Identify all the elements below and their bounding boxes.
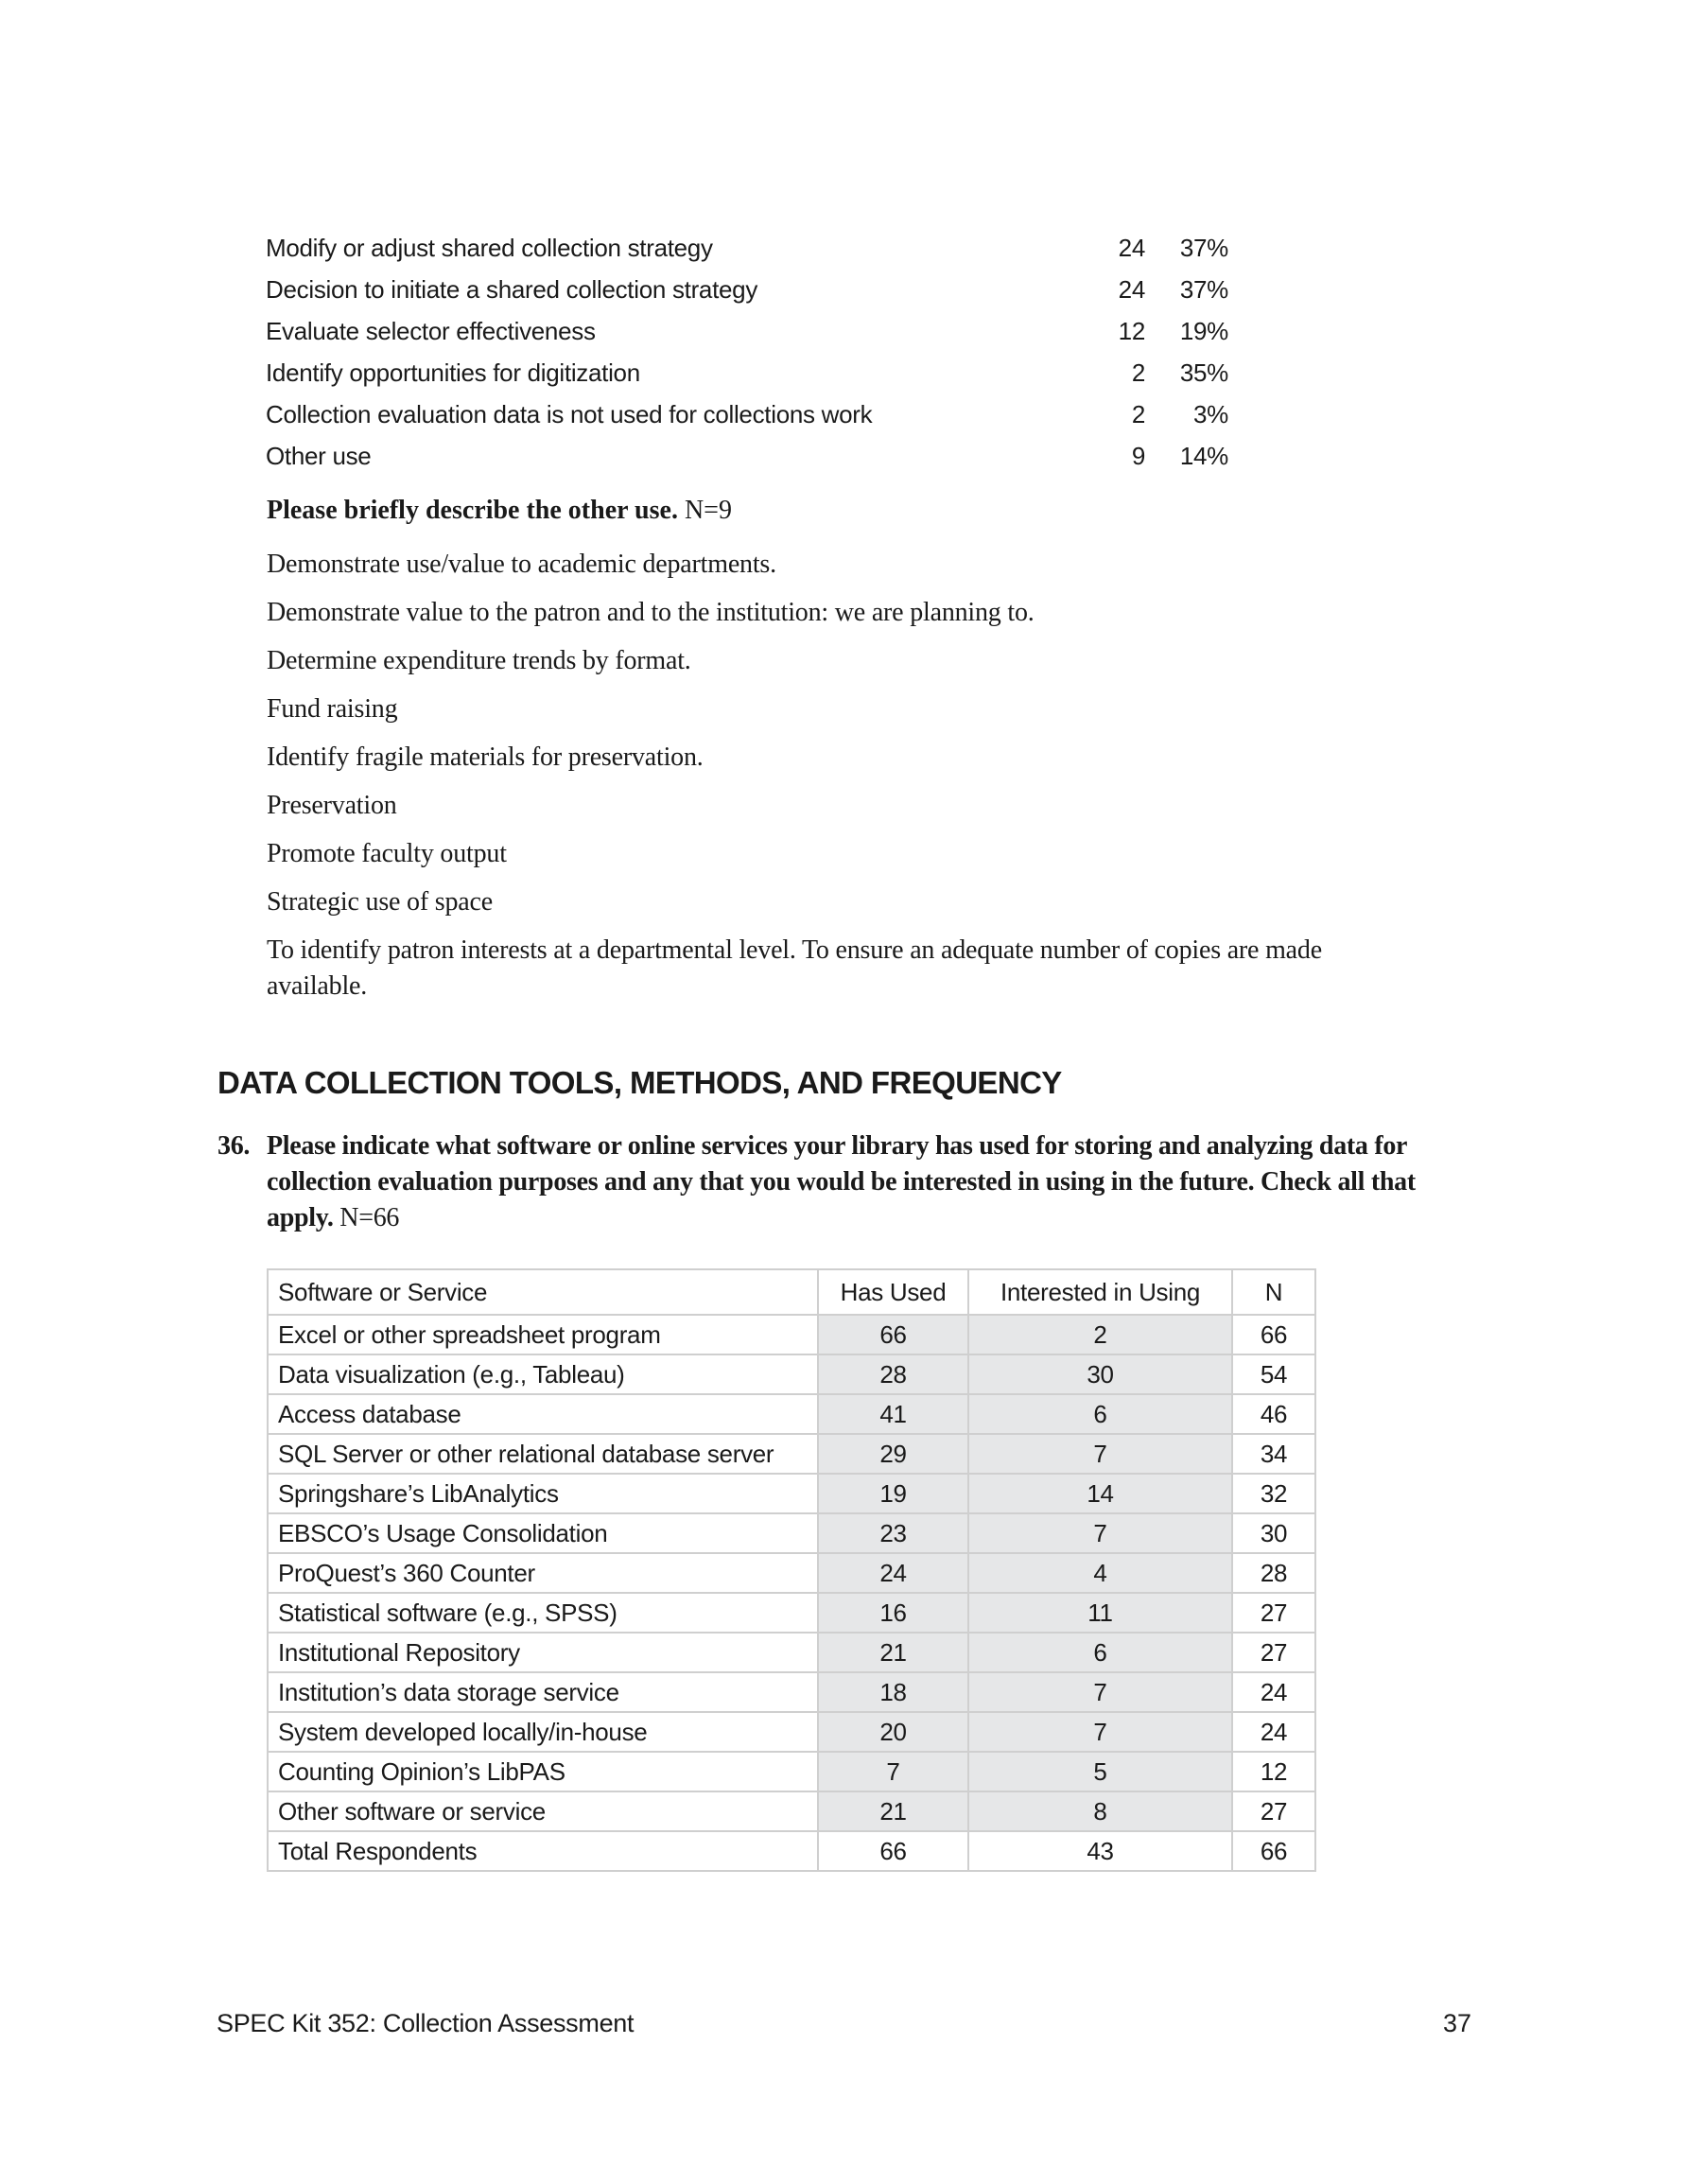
results-percent: 37% [1179,234,1228,262]
cell-has-used: 18 [818,1672,968,1712]
other-use-question [267,492,1401,530]
results-row [266,352,1240,393]
cell-interested: 7 [968,1672,1232,1712]
cell-has-used: 20 [818,1712,968,1752]
cell-software: Institution’s data storage service [268,1672,818,1712]
column-header-n: N [1232,1269,1315,1315]
section-heading: DATA COLLECTION TOOLS, METHODS, AND FREQUENCY [217,1065,1062,1100]
results-percent: 14% [1179,442,1228,470]
results-count: 12 [1118,317,1145,345]
cell-n: 30 [1232,1513,1315,1553]
cell-software: Excel or other spreadsheet program [268,1315,818,1354]
question-body [267,1128,1485,1236]
cell-software: SQL Server or other relational database server [268,1434,818,1474]
table-row [268,1394,1315,1434]
other-use-response: Demonstrate use/value to academic departments. [267,550,776,579]
cell-n: 66 [1232,1315,1315,1354]
results-row [266,310,1240,352]
cell-software: ProQuest’s 360 Counter [268,1553,818,1593]
cell-total-interested: 43 [968,1831,1232,1871]
cell-interested: 11 [968,1593,1232,1633]
cell-n: 12 [1232,1752,1315,1791]
column-header-has-used: Has Used [818,1269,968,1315]
cell-interested: 6 [968,1633,1232,1672]
cell-has-used: 28 [818,1354,968,1394]
page-number: 37 [1442,2009,1471,2037]
table-row [268,1712,1315,1752]
table-row [268,1354,1315,1394]
other-use-response: To identify patron interests at a departmental level. To ensure an adequate number of copies are made available. [267,935,1322,1001]
results-count: 9 [1131,442,1145,470]
cell-n: 32 [1232,1474,1315,1513]
results-row [266,269,1240,310]
table-row [268,1315,1315,1354]
cell-software: Counting Opinion’s LibPAS [268,1752,818,1791]
cell-interested: 14 [968,1474,1232,1513]
results-row [266,435,1240,477]
results-percent: 35% [1179,358,1228,387]
other-use-responses [267,547,1401,1005]
results-row [266,393,1240,435]
cell-n: 46 [1232,1394,1315,1434]
cell-software: Other software or service [268,1791,818,1831]
cell-has-used: 29 [818,1434,968,1474]
column-header-interested: Interested in Using [968,1269,1232,1315]
question-n: N=66 [339,1203,400,1232]
table-row [268,1752,1315,1791]
other-use-response: Demonstrate value to the patron and to the institution: we are planning to. [267,598,1035,627]
results-row [266,227,1240,269]
cell-has-used: 21 [818,1791,968,1831]
cell-total-n: 66 [1232,1831,1315,1871]
table-total-row [268,1831,1315,1871]
footer-title: SPEC Kit 352: Collection Assessment [217,2009,635,2037]
results-label: Identify opportunities for digitization [266,358,640,387]
cell-n: 28 [1232,1553,1315,1593]
software-services-table [267,1268,1316,1872]
cell-software: Springshare’s LibAnalytics [268,1474,818,1513]
question-number: 36. [217,1131,251,1161]
other-use-prompt: Please briefly describe the other use. [267,496,678,525]
results-list [266,227,1240,477]
results-count: 2 [1131,400,1145,428]
results-label: Modify or adjust shared collection strategy [266,234,713,262]
question-36 [217,1128,1485,1236]
cell-has-used: 41 [818,1394,968,1434]
cell-has-used: 24 [818,1553,968,1593]
cell-has-used: 16 [818,1593,968,1633]
table-header-row [268,1269,1315,1315]
cell-software: Statistical software (e.g., SPSS) [268,1593,818,1633]
column-header-software: Software or Service [268,1269,818,1315]
cell-has-used: 21 [818,1633,968,1672]
results-label: Other use [266,442,372,470]
other-use-block [267,492,1401,1017]
cell-total-has-used: 66 [818,1831,968,1871]
cell-total-label: Total Respondents [268,1831,818,1871]
cell-has-used: 7 [818,1752,968,1791]
results-count: 24 [1118,275,1145,304]
results-label: Collection evaluation data is not used for collections work [266,400,873,428]
cell-software: Access database [268,1394,818,1434]
cell-has-used: 23 [818,1513,968,1553]
results-label: Evaluate selector effectiveness [266,317,596,345]
other-use-n: N=9 [684,496,732,525]
cell-has-used: 66 [818,1315,968,1354]
cell-interested: 7 [968,1434,1232,1474]
cell-n: 34 [1232,1434,1315,1474]
cell-interested: 7 [968,1513,1232,1553]
cell-interested: 2 [968,1315,1232,1354]
table-row [268,1434,1315,1474]
table-row [268,1553,1315,1593]
cell-n: 24 [1232,1712,1315,1752]
results-count: 2 [1131,358,1145,387]
cell-has-used: 19 [818,1474,968,1513]
results-count: 24 [1118,234,1145,262]
cell-software: Data visualization (e.g., Tableau) [268,1354,818,1394]
cell-software: System developed locally/in-house [268,1712,818,1752]
other-use-response: Identify fragile materials for preservation. [267,743,704,772]
cell-interested: 4 [968,1553,1232,1593]
cell-interested: 5 [968,1752,1232,1791]
cell-software: EBSCO’s Usage Consolidation [268,1513,818,1553]
cell-interested: 6 [968,1394,1232,1434]
cell-interested: 8 [968,1791,1232,1831]
results-percent: 19% [1179,317,1228,345]
other-use-response: Determine expenditure trends by format. [267,646,691,675]
other-use-response: Promote faculty output [267,839,507,868]
table-row [268,1513,1315,1553]
cell-n: 27 [1232,1593,1315,1633]
other-use-response: Strategic use of space [267,887,493,917]
table-row [268,1791,1315,1831]
table-row [268,1633,1315,1672]
cell-n: 24 [1232,1672,1315,1712]
other-use-response: Fund raising [267,694,398,724]
table-row [268,1593,1315,1633]
table-row [268,1474,1315,1513]
table-row [268,1672,1315,1712]
cell-n: 27 [1232,1791,1315,1831]
other-use-response: Preservation [267,791,397,820]
cell-n: 54 [1232,1354,1315,1394]
cell-n: 27 [1232,1633,1315,1672]
results-percent: 37% [1179,275,1228,304]
cell-interested: 30 [968,1354,1232,1394]
question-text: Please indicate what software or online services your library has used for storing and analyzing data for collection evaluation purposes and any that you would be interested in using in the future. Check all that apply. [267,1131,1416,1232]
cell-interested: 7 [968,1712,1232,1752]
results-percent: 3% [1193,400,1228,428]
cell-software: Institutional Repository [268,1633,818,1672]
results-label: Decision to initiate a shared collection strategy [266,275,758,304]
